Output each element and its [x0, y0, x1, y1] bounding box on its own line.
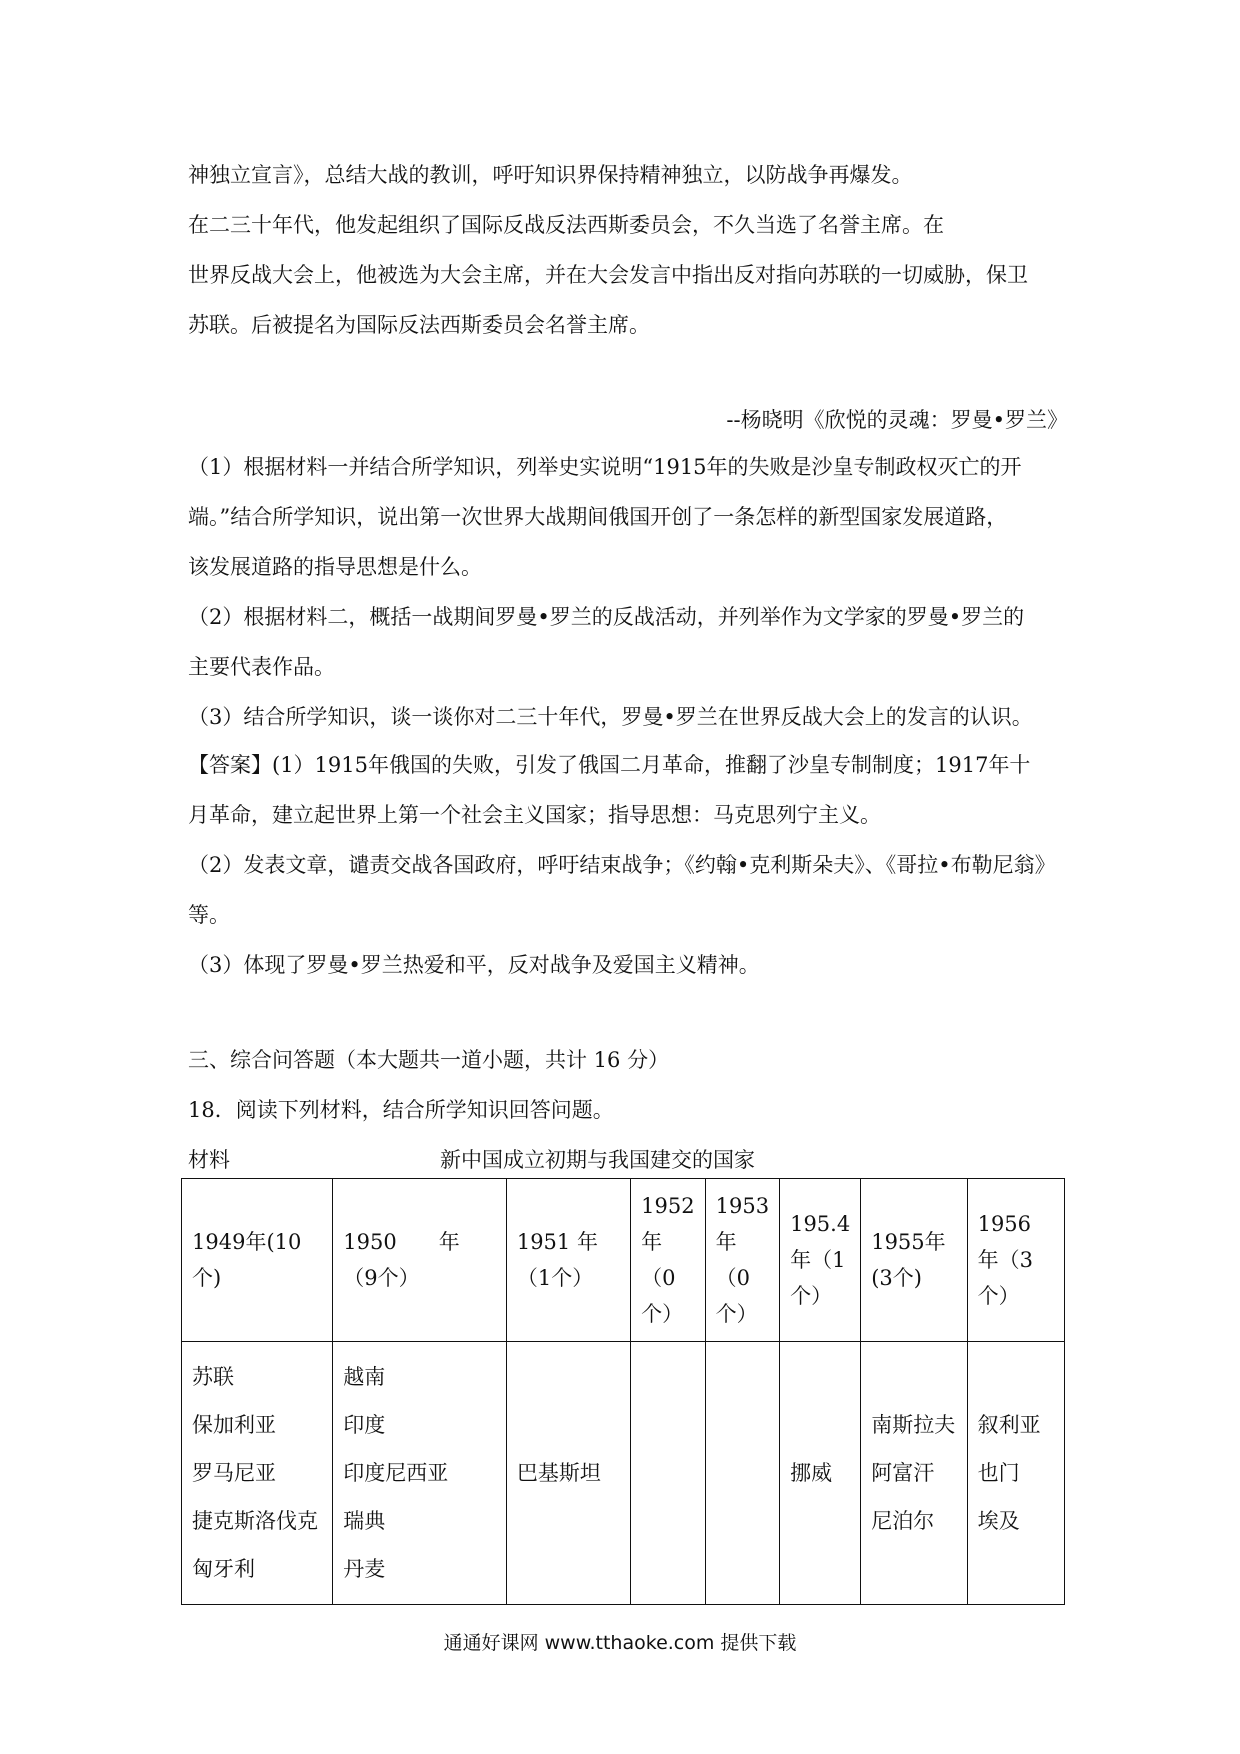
country-name: 尼泊尔: [871, 1509, 935, 1533]
table-header-row: [182, 1179, 1065, 1342]
country-name: 罗马尼亚: [192, 1461, 276, 1485]
country-name: 阿富汗: [871, 1461, 935, 1485]
question-line: （1）根据材料一并结合所学知识，列举史实说明“1915年的失败是沙皇专制政权灭亡的开: [188, 455, 1022, 479]
country-name: 匈牙利: [192, 1557, 255, 1581]
question-line: （3）结合所学知识，谈一谈你对二三十年代，罗曼•罗兰在世界反战大会上的发言的认识。: [188, 705, 1033, 729]
table-header-cell: 1952年（0个）: [631, 1179, 705, 1342]
country-name: 埃及: [977, 1509, 1020, 1533]
answer-3: [188, 940, 1068, 990]
table-cell-1953: [705, 1342, 779, 1605]
table-cell-1952: [631, 1342, 705, 1605]
answer-line: 月革命，建立起世界上第一个社会主义国家；指导思想：马克思列宁主义。: [188, 803, 881, 827]
country-name: 南斯拉夫: [871, 1413, 956, 1437]
material-line: 世界反战大会上，他被选为大会主席，并在大会发言中指出反对指向苏联的一切威胁，保卫: [188, 263, 1028, 287]
table-cell-1949: [182, 1342, 333, 1605]
country-name: 印度: [343, 1413, 386, 1437]
table-title: 新中国成立初期与我国建交的国家: [440, 1148, 755, 1172]
country-name: 捷克斯洛伐克: [192, 1509, 318, 1533]
table-header-cell: 1950 年 （9个）: [333, 1179, 507, 1342]
section-title: 三、综合问答题（本大题共一道小题，共计 16 分）: [188, 1048, 670, 1072]
country-name: 巴基斯坦: [516, 1461, 601, 1485]
question-line: （2）根据材料二，概括一战期间罗曼•罗兰的反战活动，并列举作为文学家的罗曼•罗兰的: [188, 605, 1025, 629]
question-18: 18．阅读下列材料，结合所学知识回答问题。: [188, 1098, 614, 1122]
country-name: 丹麦: [343, 1557, 386, 1581]
material-line: 苏联。后被提名为国际反法西斯委员会名誉主席。: [188, 313, 650, 337]
material-continuation: [188, 150, 1068, 200]
table-header-cell: 1953年（0个）: [705, 1179, 779, 1342]
country-name: 苏联: [192, 1365, 234, 1389]
table-cell-1956: [967, 1342, 1064, 1605]
table-header-cell: 1951 年（1个）: [506, 1179, 630, 1342]
question-1: [188, 442, 1068, 592]
country-name: 越南: [343, 1365, 386, 1389]
table-cell-1951: [506, 1342, 630, 1605]
country-name: 叙利亚: [977, 1413, 1041, 1437]
answer-line: 等。: [188, 903, 230, 927]
table-row: [182, 1342, 1065, 1605]
table-header-cell: 1955年(3个): [861, 1179, 967, 1342]
country-name: 也门: [977, 1461, 1020, 1485]
table-cell-1950: [333, 1342, 507, 1605]
material-line: 神独立宣言》，总结大战的教训，呼吁知识界保持精神独立，以防战争再爆发。: [188, 163, 913, 187]
country-name: 瑞典: [343, 1509, 386, 1533]
question-2: [188, 592, 1068, 692]
answer-2: [188, 840, 1068, 940]
question-line: 主要代表作品。: [188, 655, 335, 679]
table-cell-1955: [861, 1342, 967, 1605]
table-header-cell: 195.4年（1个）: [780, 1179, 861, 1342]
material-source: --杨晓明《欣悦的灵魂：罗曼•罗兰》: [726, 408, 1068, 432]
question-3: [188, 692, 1068, 742]
country-name: 保加利亚: [192, 1413, 276, 1437]
table-header-cell: 1956 年（3个）: [967, 1179, 1064, 1342]
diplomatic-relations-table: [181, 1178, 1065, 1605]
answer-line: （3）体现了罗曼•罗兰热爱和平，反对战争及爱国主义精神。: [188, 953, 760, 977]
table-header-cell: 1949年(10个): [182, 1179, 333, 1342]
table-cell-1954: [780, 1342, 861, 1605]
material-paragraph-2: [188, 200, 1068, 350]
country-name: 印度尼西亚: [343, 1461, 449, 1485]
country-name: 挪威: [790, 1461, 833, 1485]
footer-watermark: 通通好课网 www.tthaoke.com 提供下载: [443, 1632, 797, 1654]
material-label: 材料: [188, 1148, 230, 1172]
material-line: 在二三十年代，他发起组织了国际反战反法西斯委员会，不久当选了名誉主席。在: [188, 213, 944, 237]
answer-1: [188, 740, 1068, 840]
question-line: 端。”结合所学知识，说出第一次世界大战期间俄国开创了一条怎样的新型国家发展道路，: [188, 505, 1008, 529]
question-line: 该发展道路的指导思想是什么。: [188, 555, 482, 579]
answer-line: （2）发表文章，谴责交战各国政府，呼吁结束战争；《约翰•克利斯朵夫》、《哥拉•布勒尼翁》: [188, 853, 1056, 877]
answer-line: 【答案】(1）1915年俄国的失败，引发了俄国二月革命，推翻了沙皇专制制度；1917年十: [188, 753, 1031, 777]
